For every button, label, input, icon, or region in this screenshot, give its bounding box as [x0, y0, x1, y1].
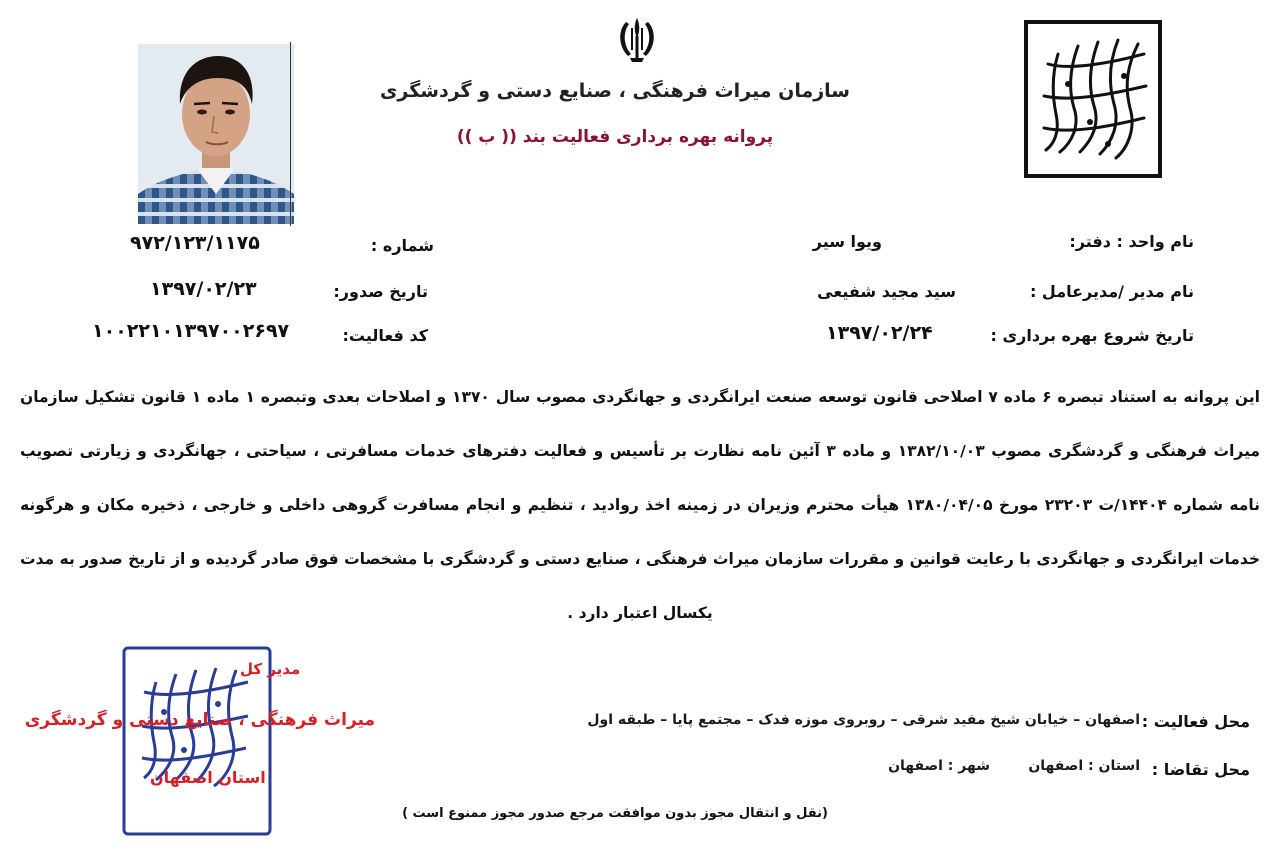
photo-border-line [290, 42, 291, 226]
holder-photo [138, 44, 294, 224]
transfer-notice: (نقل و انتقال مجوز بدون موافقت مرجع صدور مجوز ممنوع است ) [402, 806, 828, 821]
unit-name-value: ویوا سیر [812, 232, 882, 251]
signatory-province: استان اصفهان [150, 768, 266, 787]
iran-emblem-icon [612, 14, 662, 66]
activity-code-value: ۱۰۰۲۲۱۰۱۳۹۷۰۰۲۶۹۷ [92, 320, 290, 342]
request-location-label: محل تقاضا : [1151, 760, 1250, 779]
organization-title: سازمان میراث فرهنگی ، صنایع دستی و گردشگری [380, 80, 850, 102]
activity-location-value: اصفهان – خیابان شیخ مفید شرقی – روبروی موزه فدک – مجتمع پایا – طبقه اول [587, 712, 1140, 728]
start-date-value: ۱۳۹۷/۰۲/۲۴ [826, 322, 933, 344]
activity-location-label: محل فعالیت : [1141, 712, 1250, 731]
number-value: ۹۷۲/۱۲۳/۱۱۷۵ [130, 232, 260, 254]
manager-value: سید مجید شفیعی [817, 282, 956, 301]
number-label: شماره : [370, 236, 434, 255]
start-date-label: تاریخ شروع بهره برداری : [990, 326, 1194, 345]
permit-body-text: این پروانه به استناد تبصره ۶ ماده ۷ اصلاحی قانون توسعه صنعت ایرانگردی و جهانگردی مصوب سال ۱۳۷۰ و اصلاحات بعدی وتبصره ۱ ماده ۱ قانون تشکیل سازمان میراث فرهنگی و گردشگری مصوب ۱۳۸۲/۱۰/۰۳ و ماده ۳ آئین نامه نظارت بر تأسیس و فعالیت دفترهای خدمات مسافرتی ، سیاحتی ، جهانگردی و زیارتی تصویب نامه شماره ۱۴۴۰۴/ت ۲۳۲۰۳ مورخ ۱۳۸۰/۰۴/۰۵ هیأت محترم وزیران در زمینه اخذ روادید ، تنظیم و انجام مسافرت گروهی داخلی و خارجی ، ذخیره مکان و هرگونه خدمات ایرانگردی و جهانگردی با رعایت قوانین و مقررات سازمان میراث فرهنگی ، صنایع دستی و گردشگری با مشخصات فوق صادر گردیده و از تاریخ صدور به مدت یکسال اعتبار دارد . [20, 388, 1260, 622]
manager-label: نام مدیر /مدیرعامل : [1029, 282, 1194, 301]
request-city: شهر : اصفهان [888, 758, 990, 774]
permit-title: پروانه بهره برداری فعالیت بند (( ب )) [456, 127, 774, 147]
issue-date-value: ۱۳۹۷/۰۲/۲۳ [150, 278, 257, 300]
signatory-organization: میراث فرهنگی ، صنایع دستی و گردشگری [24, 710, 375, 730]
request-province: استان : اصفهان [1028, 758, 1140, 774]
organization-logo [1024, 20, 1162, 178]
issue-date-label: تاریخ صدور: [333, 282, 428, 301]
unit-name-label: نام واحد : دفتر: [1069, 232, 1194, 251]
activity-code-label: کد فعالیت: [342, 326, 428, 345]
signatory-title: مدیر کل [240, 660, 301, 678]
